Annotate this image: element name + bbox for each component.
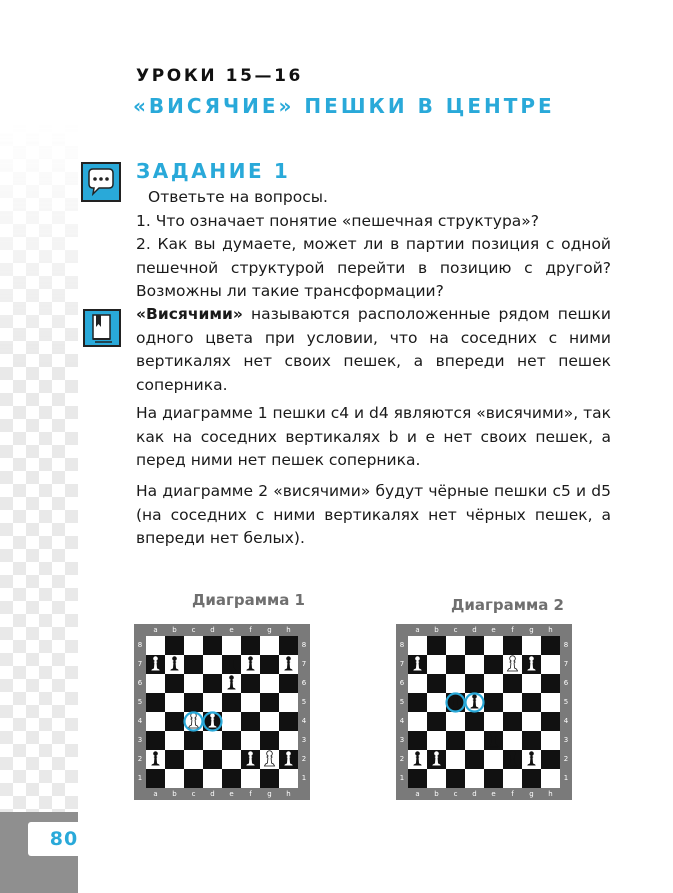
file-label: e: [491, 790, 496, 798]
board-square: [279, 693, 298, 712]
file-label: b: [434, 626, 439, 634]
task-line: 2. Как вы думаете, может ли в партии позиция с одной пешечной структурой перейти в позицию с другой? Возможны ли такие трансформации?: [136, 235, 611, 300]
board-square: [465, 750, 484, 769]
board-square: [465, 636, 484, 655]
rank-label: 8: [301, 641, 307, 649]
board-square: [465, 769, 484, 788]
board-square: [184, 636, 203, 655]
rank-label: 2: [137, 755, 143, 763]
board-square: [279, 769, 298, 788]
board-square: [484, 750, 503, 769]
file-label: b: [434, 790, 439, 798]
board-square: [165, 750, 184, 769]
file-label: f: [249, 626, 252, 634]
file-label: h: [286, 790, 291, 798]
file-label: a: [415, 626, 420, 634]
file-label: f: [249, 790, 252, 798]
paragraph-diagram-2: На диаграмме 2 «висячими» будут чёрные пешки c5 и d5 (на соседних с ними вертикалях нет чёрных пешек, а впереди нет белых).: [136, 482, 611, 547]
rank-label: 1: [399, 774, 405, 782]
board-square: [165, 731, 184, 750]
board-square: [222, 693, 241, 712]
file-label: f: [511, 626, 514, 634]
rank-label: 3: [137, 736, 143, 744]
board-square: [241, 693, 260, 712]
board-square: [503, 636, 522, 655]
file-label: g: [529, 626, 534, 634]
task-heading: ЗАДАНИЕ 1: [136, 159, 291, 183]
rank-label: 6: [399, 679, 405, 687]
rank-label: 7: [563, 660, 569, 668]
board-square: [465, 674, 484, 693]
diagram-2-label: Диаграмма 2: [451, 596, 564, 614]
board-square: [427, 731, 446, 750]
rank-label: 8: [563, 641, 569, 649]
board-square: [446, 655, 465, 674]
board-square: [541, 750, 560, 769]
rank-label: 3: [399, 736, 405, 744]
board-square: [260, 769, 279, 788]
file-label: a: [153, 790, 158, 798]
board-square: [408, 693, 427, 712]
rank-label: 8: [137, 641, 143, 649]
board-square: [184, 750, 203, 769]
task-line: 1. Что означает понятие «пешечная структура»?: [136, 211, 540, 230]
file-label: b: [172, 626, 177, 634]
board-square: [279, 731, 298, 750]
board-square: [165, 769, 184, 788]
board-square: [184, 769, 203, 788]
decorative-checker-strip: [0, 120, 78, 820]
rank-label: 2: [399, 755, 405, 763]
definition-text: называются расположенные рядом пешки одного цвета при условии, что на соседних с ними вертикалях нет своих пешек, а впереди нет пешек соперника.: [136, 305, 611, 394]
board-square: [446, 636, 465, 655]
board-square: [541, 674, 560, 693]
rank-label: 4: [563, 717, 569, 725]
board-square: [146, 769, 165, 788]
board-square: [541, 731, 560, 750]
file-label: c: [191, 626, 196, 634]
file-label: d: [210, 626, 215, 634]
board-square: [427, 712, 446, 731]
rank-label: 4: [399, 717, 405, 725]
page-title: «ВИСЯЧИЕ» ПЕШКИ В ЦЕНТРЕ: [133, 94, 555, 118]
book-icon: [83, 309, 121, 347]
file-label: g: [267, 626, 272, 634]
task-line: Ответьте на вопросы.: [148, 188, 328, 206]
file-label: h: [286, 626, 291, 634]
board-square: [484, 712, 503, 731]
board-square: [503, 712, 522, 731]
board-square: [503, 674, 522, 693]
board-square: [446, 674, 465, 693]
board-square: [484, 655, 503, 674]
rank-label: 4: [301, 717, 307, 725]
file-label: c: [453, 626, 458, 634]
board-square: [146, 712, 165, 731]
rank-label: 5: [563, 698, 569, 706]
file-label: b: [172, 790, 177, 798]
board-square: [203, 655, 222, 674]
file-label: e: [229, 790, 234, 798]
rank-label: 7: [399, 660, 405, 668]
board-square: [165, 712, 184, 731]
file-label: c: [191, 790, 196, 798]
board-square: [484, 693, 503, 712]
board-square: [427, 636, 446, 655]
file-label: h: [548, 626, 553, 634]
chess-diagram-2: [396, 624, 572, 800]
board-square: [184, 674, 203, 693]
board-square: [484, 769, 503, 788]
rank-label: 7: [137, 660, 143, 668]
board-square: [184, 693, 203, 712]
board-square: [165, 693, 184, 712]
rank-label: 6: [563, 679, 569, 687]
rank-label: 1: [563, 774, 569, 782]
board-square: [541, 712, 560, 731]
file-label: h: [548, 790, 553, 798]
board-square: [427, 655, 446, 674]
rank-label: 5: [399, 698, 405, 706]
board-square: [203, 636, 222, 655]
board-square: [503, 769, 522, 788]
board-square: [446, 769, 465, 788]
rank-label: 8: [399, 641, 405, 649]
board-square: [408, 674, 427, 693]
file-label: f: [511, 790, 514, 798]
board-square: [541, 636, 560, 655]
board-square: [146, 693, 165, 712]
board-square: [427, 693, 446, 712]
board-square: [222, 636, 241, 655]
definition-term: «Висячими»: [136, 305, 243, 323]
board-square: [446, 731, 465, 750]
board-square: [260, 712, 279, 731]
board-square: [222, 750, 241, 769]
rank-label: 6: [137, 679, 143, 687]
board-square: [146, 731, 165, 750]
lesson-heading: УРОКИ 15—16: [136, 66, 303, 86]
file-label: c: [453, 790, 458, 798]
definition-paragraph: [136, 303, 611, 397]
chess-board: [146, 636, 298, 788]
diagram-1-label: Диаграмма 1: [192, 591, 305, 609]
board-square: [241, 769, 260, 788]
board-square: [222, 731, 241, 750]
board-square: [408, 731, 427, 750]
file-label: d: [472, 790, 477, 798]
board-square: [184, 731, 203, 750]
rank-label: 2: [563, 755, 569, 763]
board-square: [522, 769, 541, 788]
board-square: [446, 712, 465, 731]
board-square: [241, 731, 260, 750]
file-label: e: [229, 626, 234, 634]
rank-label: 7: [301, 660, 307, 668]
board-square: [222, 769, 241, 788]
page-number: 80: [28, 822, 100, 856]
file-label: e: [491, 626, 496, 634]
board-square: [503, 693, 522, 712]
board-square: [408, 636, 427, 655]
board-square: [222, 712, 241, 731]
board-square: [465, 655, 484, 674]
rank-label: 5: [301, 698, 307, 706]
board-square: [184, 655, 203, 674]
board-square: [279, 636, 298, 655]
file-label: g: [267, 790, 272, 798]
board-square: [541, 769, 560, 788]
board-square: [427, 674, 446, 693]
board-square: [203, 693, 222, 712]
board-square: [522, 712, 541, 731]
board-square: [484, 674, 503, 693]
board-square: [279, 674, 298, 693]
chess-board: [408, 636, 560, 788]
board-square: [241, 636, 260, 655]
chess-diagram-1: [134, 624, 310, 800]
file-label: a: [415, 790, 420, 798]
file-label: g: [529, 790, 534, 798]
board-square: [522, 693, 541, 712]
file-label: a: [153, 626, 158, 634]
board-square: [203, 731, 222, 750]
file-label: d: [472, 626, 477, 634]
board-square: [241, 712, 260, 731]
board-square: [203, 674, 222, 693]
board-square: [260, 636, 279, 655]
board-square: [260, 693, 279, 712]
board-square: [279, 712, 298, 731]
board-square: [427, 769, 446, 788]
paragraph-diagram-1: На диаграмме 1 пешки c4 и d4 являются «висячими», так как на соседних вертикалях b и e нет своих пешек, а перед ними нет пешек соперника.: [136, 404, 611, 469]
rank-label: 3: [301, 736, 307, 744]
board-square: [203, 769, 222, 788]
task-questions: [136, 186, 611, 304]
board-square: [503, 731, 522, 750]
rank-label: 1: [137, 774, 143, 782]
speech-bubble-icon: [81, 162, 121, 202]
board-square: [522, 731, 541, 750]
board-square: [241, 674, 260, 693]
board-square: [522, 636, 541, 655]
board-square: [446, 750, 465, 769]
board-square: [484, 636, 503, 655]
board-square: [541, 693, 560, 712]
board-square: [408, 712, 427, 731]
board-square: [146, 636, 165, 655]
board-square: [260, 655, 279, 674]
board-square: [465, 712, 484, 731]
board-square: [146, 674, 165, 693]
board-square: [522, 674, 541, 693]
board-square: [260, 674, 279, 693]
rank-label: 6: [301, 679, 307, 687]
board-square: [541, 655, 560, 674]
board-square: [465, 731, 484, 750]
board-square: [260, 731, 279, 750]
rank-label: 2: [301, 755, 307, 763]
rank-label: 3: [563, 736, 569, 744]
board-square: [203, 750, 222, 769]
rank-label: 4: [137, 717, 143, 725]
rank-label: 1: [301, 774, 307, 782]
board-square: [408, 769, 427, 788]
rank-label: 5: [137, 698, 143, 706]
board-square: [165, 636, 184, 655]
file-label: d: [210, 790, 215, 798]
board-square: [165, 674, 184, 693]
